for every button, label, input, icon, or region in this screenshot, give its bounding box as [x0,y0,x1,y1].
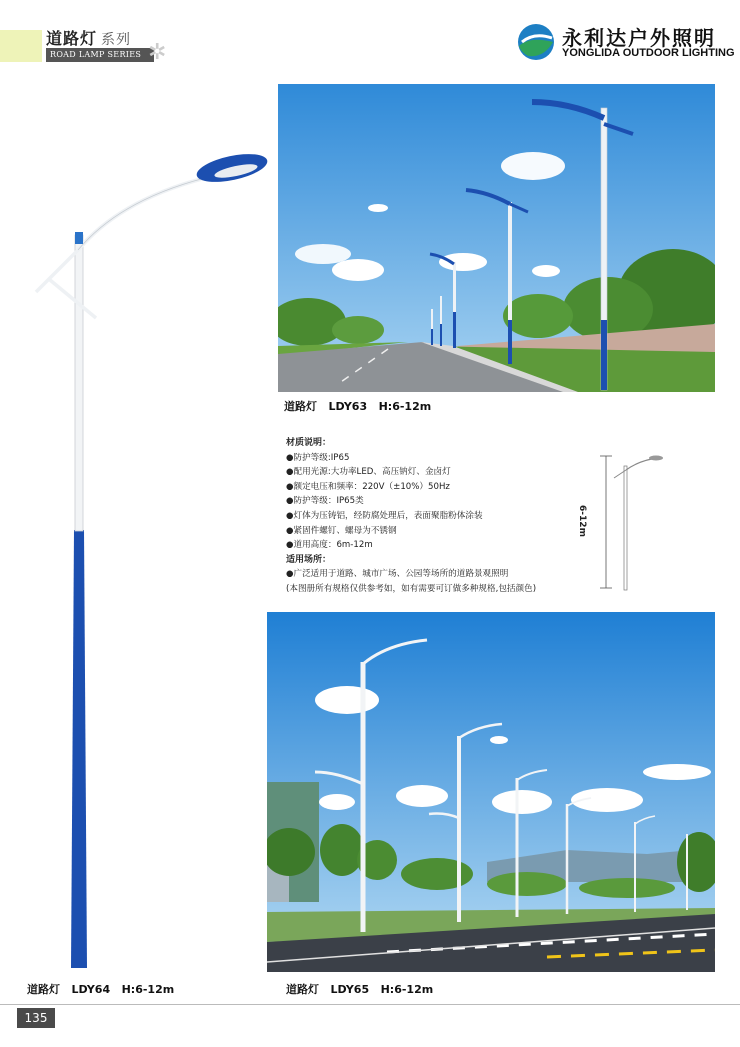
series-label: 系列 [101,32,132,48]
brand-logo [516,22,556,62]
height-diagram-label: 6-12m [576,505,587,537]
ldy63-photo [278,84,715,392]
spec-item: ●紧固件螺钉、螺母为不锈钢 [286,525,397,536]
brand-name-cn: 永利达户外照明 [562,26,716,50]
spec-item: ●道用高度：6m-12m [286,540,373,551]
snowflake-icon: ✲ [148,40,167,65]
spec-item: ●灯体为压铸铝，经防腐处理后，表面聚脂粉体涂装 [286,510,483,521]
spec-item: ●防护等级:IP65 [286,452,350,463]
ldy64-caption: 道路灯 LDY64 H:6-12m [27,983,175,996]
ldy64-lamp-illustration [30,140,270,970]
height-diagram [588,452,678,594]
ldy65-photo [267,612,715,972]
footer-divider [0,1004,740,1005]
series-title-text: 道路灯 [46,29,98,48]
series-title [46,26,131,49]
ldy65-caption: 道路灯 LDY65 H:6-12m [286,983,434,996]
spec-item: ●配用光源:大功率LED、高压钠灯、金卤灯 [286,467,451,478]
spec-block [286,436,586,597]
material-title: 材质说明： [286,438,332,448]
ldy63-caption: 道路灯 LDY63 H:6-12m [284,400,432,413]
series-ribbon: ROAD LAMP SERIES [46,48,154,62]
header-swatch [0,30,42,62]
spec-item: ●额定电压和频率：220V（±10%）50Hz [286,481,450,492]
spec-item: ●防护等级：IP65类 [286,496,364,507]
brand-name-en: YONGLIDA OUTDOOR LIGHTING [562,47,735,59]
page-number: 135 [17,1008,55,1028]
note-text: (本图册所有规格仅供参考如，如有需要可订做多种规格,包括颜色) [286,583,537,594]
usage-title: 适用场所： [286,554,332,565]
usage-text: ●广泛适用于道路、城市广场、公园等场所的道路景观照明 [286,569,509,580]
